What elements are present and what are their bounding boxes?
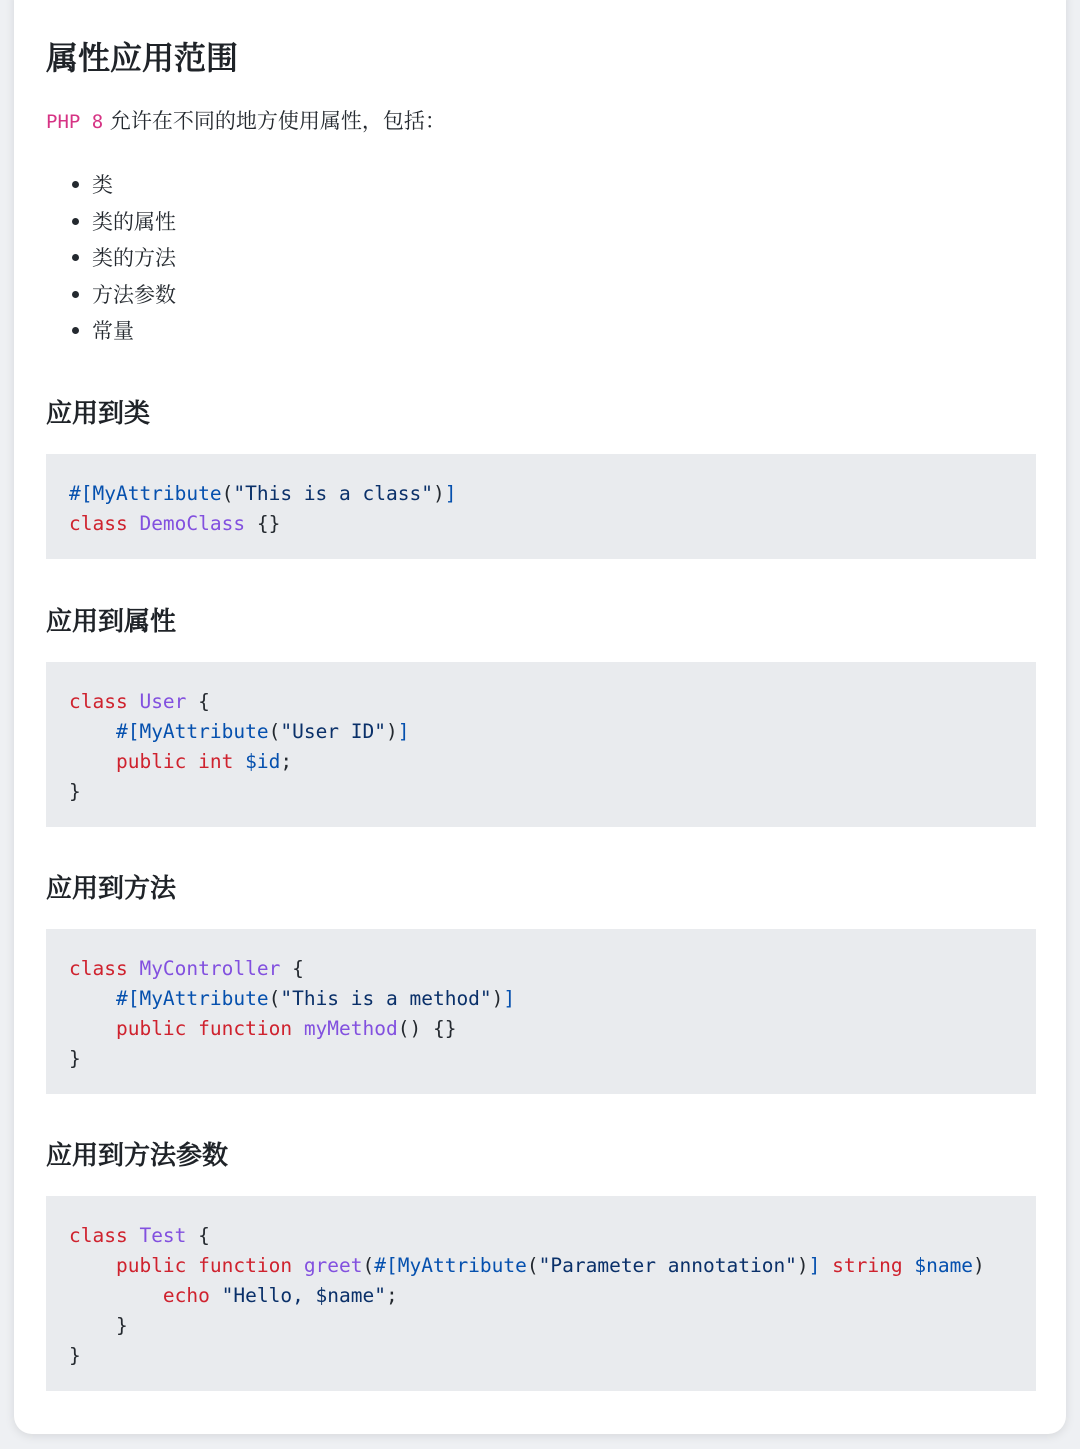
code-token: ; <box>280 750 293 773</box>
code-line <box>69 1221 1036 1251</box>
list-item: 类的属性 <box>46 207 176 244</box>
scope-list <box>46 170 176 353</box>
section-heading-parameter: 应用到方法参数 <box>46 1141 229 1171</box>
code-token: { <box>186 1224 210 1247</box>
inline-code: PHP 8 <box>46 111 104 133</box>
code-line <box>69 1044 1036 1074</box>
code-line <box>69 509 1036 539</box>
code-token <box>69 1254 116 1277</box>
code-token: string <box>820 1254 915 1277</box>
code-token: echo <box>162 1284 222 1307</box>
code-token: Test <box>139 1224 187 1247</box>
code-line <box>69 747 1036 777</box>
code-line <box>69 1014 1036 1044</box>
bullet-icon <box>72 291 79 298</box>
code-token: ) <box>973 1254 985 1277</box>
code-token: class <box>69 1224 140 1247</box>
code-token <box>69 1284 163 1307</box>
code-line <box>69 687 1036 717</box>
code-token: ) <box>386 720 398 743</box>
code-block-method[interactable] <box>46 929 1036 1094</box>
section-heading-property: 应用到属性 <box>46 607 177 637</box>
code-token: ( <box>362 1254 375 1277</box>
code-token: "Hello, $name" <box>221 1284 386 1307</box>
code-token: } <box>69 1047 81 1070</box>
code-line <box>69 717 1036 747</box>
code-token: ] <box>397 720 410 743</box>
code-token: "User ID" <box>280 720 387 743</box>
bullet-icon <box>72 254 79 261</box>
list-item: 类的方法 <box>46 243 176 280</box>
article-card <box>14 0 1066 1434</box>
list-item: 方法参数 <box>46 280 176 317</box>
code-token: MyController <box>139 957 281 980</box>
code-token: { <box>280 957 304 980</box>
code-token: #[MyAttribute <box>115 987 269 1010</box>
code-token: () {} <box>397 1017 457 1040</box>
code-token: { <box>186 690 210 713</box>
code-token: class <box>69 690 140 713</box>
code-token: "This is a class" <box>233 482 433 505</box>
code-block-class[interactable] <box>46 454 1036 559</box>
list-item: 类 <box>46 170 176 207</box>
list-item: 常量 <box>46 316 176 353</box>
code-block-parameter[interactable] <box>46 1196 1036 1391</box>
code-line <box>69 984 1036 1014</box>
code-token: public function <box>115 1254 304 1277</box>
code-token: ) <box>796 1254 809 1277</box>
code-token: public function <box>115 1017 304 1040</box>
code-token: "This is a method" <box>280 987 492 1010</box>
code-token: ( <box>526 1254 539 1277</box>
bullet-icon <box>72 181 79 188</box>
code-token: ( <box>268 720 281 743</box>
code-token: class <box>69 512 140 535</box>
code-token <box>69 987 116 1010</box>
bullet-icon <box>72 218 79 225</box>
code-token: ) <box>491 987 504 1010</box>
intro-paragraph <box>46 106 446 137</box>
code-token: ] <box>444 482 457 505</box>
intro-text: 允许在不同的地方使用属性，包括： <box>109 109 446 133</box>
code-token: $name <box>914 1254 974 1277</box>
code-token <box>69 1017 116 1040</box>
code-token: greet <box>303 1254 363 1277</box>
code-token: ; <box>386 1284 398 1307</box>
code-token: myMethod <box>303 1017 398 1040</box>
code-token: ] <box>808 1254 821 1277</box>
code-line <box>69 954 1036 984</box>
code-token: $id <box>245 750 281 773</box>
code-token: } <box>69 780 81 803</box>
code-token: ( <box>221 482 234 505</box>
code-token: ] <box>503 987 516 1010</box>
code-line <box>69 1251 1036 1281</box>
code-token: } <box>69 1314 128 1337</box>
code-line <box>69 1281 1036 1311</box>
section-heading-method: 应用到方法 <box>46 874 177 904</box>
code-token: public int <box>115 750 246 773</box>
code-line <box>69 1341 1036 1371</box>
code-token: #[MyAttribute <box>115 720 269 743</box>
code-token: DemoClass <box>139 512 246 535</box>
bullet-icon <box>72 327 79 334</box>
page-title: 属性应用范围 <box>46 39 239 77</box>
section-heading-class: 应用到类 <box>46 399 151 429</box>
code-line <box>69 777 1036 807</box>
code-token <box>69 720 116 743</box>
code-block-property[interactable] <box>46 662 1036 827</box>
code-token: } <box>69 1344 81 1367</box>
code-token: ) <box>432 482 445 505</box>
code-token <box>69 750 116 773</box>
code-token: class <box>69 957 140 980</box>
code-line <box>69 1311 1036 1341</box>
code-token: #[MyAttribute <box>69 482 222 505</box>
code-token: ( <box>268 987 281 1010</box>
code-token: User <box>139 690 187 713</box>
code-token: "Parameter annotation" <box>538 1254 797 1277</box>
code-line <box>69 479 1036 509</box>
code-token: {} <box>245 512 281 535</box>
code-token: #[MyAttribute <box>374 1254 527 1277</box>
